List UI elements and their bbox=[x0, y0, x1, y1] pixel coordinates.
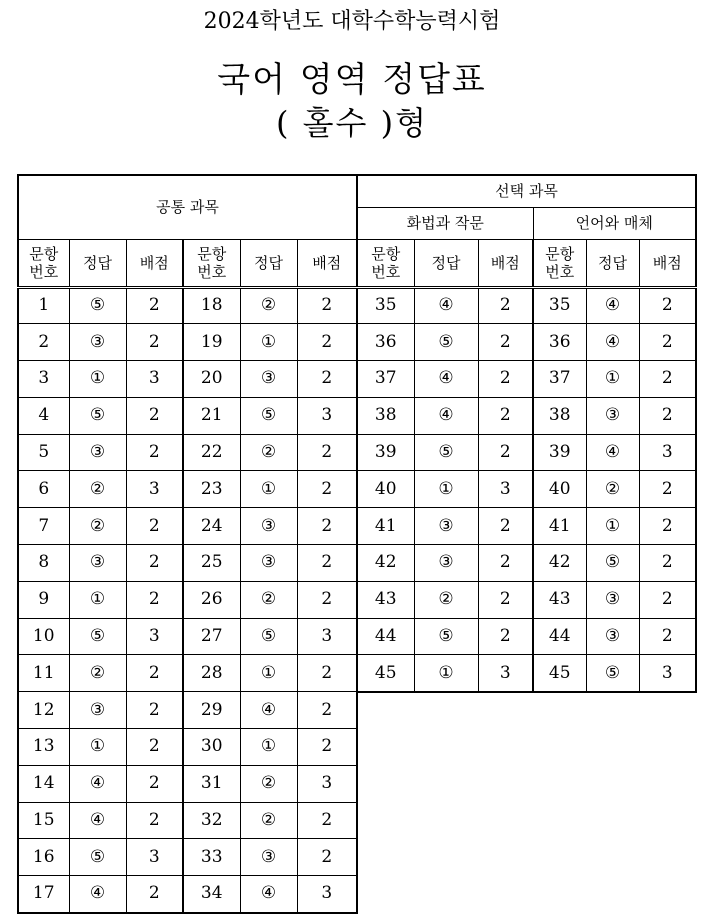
question-number: 11 bbox=[18, 655, 69, 692]
question-number: 1 bbox=[18, 287, 69, 324]
points: 3 bbox=[297, 876, 357, 913]
answer: ① bbox=[240, 324, 297, 361]
points: 2 bbox=[297, 324, 357, 361]
table-row bbox=[357, 655, 696, 692]
points: 2 bbox=[126, 434, 183, 471]
question-number: 44 bbox=[533, 618, 586, 655]
answer: ⑤ bbox=[240, 397, 297, 434]
answer: ③ bbox=[69, 545, 126, 582]
column-header: 배점 bbox=[126, 239, 183, 287]
points: 2 bbox=[478, 397, 533, 434]
column-header: 문항 번호 bbox=[183, 239, 240, 287]
question-number: 14 bbox=[18, 765, 69, 802]
points: 2 bbox=[639, 618, 696, 655]
points: 2 bbox=[478, 508, 533, 545]
answer: ③ bbox=[414, 508, 478, 545]
question-number: 17 bbox=[18, 876, 69, 913]
table-row bbox=[357, 471, 696, 508]
points: 2 bbox=[297, 802, 357, 839]
answer: ③ bbox=[69, 692, 126, 729]
answer: ④ bbox=[414, 397, 478, 434]
question-number: 23 bbox=[183, 471, 240, 508]
points: 2 bbox=[639, 471, 696, 508]
points: 2 bbox=[639, 508, 696, 545]
answer: ③ bbox=[240, 839, 297, 876]
answer: ③ bbox=[240, 545, 297, 582]
points: 2 bbox=[126, 729, 183, 766]
column-header: 배점 bbox=[478, 239, 533, 287]
points: 3 bbox=[478, 471, 533, 508]
question-number: 38 bbox=[533, 397, 586, 434]
table-row bbox=[18, 397, 357, 434]
points: 3 bbox=[297, 618, 357, 655]
points: 2 bbox=[478, 287, 533, 324]
answer: ① bbox=[586, 361, 639, 398]
exam-title: 2024학년도 대학수학능력시험 bbox=[203, 9, 501, 34]
points: 2 bbox=[297, 434, 357, 471]
answer: ④ bbox=[69, 802, 126, 839]
question-number: 32 bbox=[183, 802, 240, 839]
answer: ① bbox=[69, 581, 126, 618]
answer: ① bbox=[240, 471, 297, 508]
points: 2 bbox=[126, 655, 183, 692]
speech-writing-header: 화법과 작문 bbox=[357, 207, 533, 239]
question-number: 15 bbox=[18, 802, 69, 839]
question-number: 28 bbox=[183, 655, 240, 692]
question-number: 27 bbox=[183, 618, 240, 655]
question-number: 2 bbox=[18, 324, 69, 361]
question-number: 8 bbox=[18, 545, 69, 582]
question-number: 22 bbox=[183, 434, 240, 471]
question-number: 25 bbox=[183, 545, 240, 582]
question-number: 35 bbox=[357, 287, 414, 324]
table-row bbox=[357, 287, 696, 324]
question-number: 21 bbox=[183, 397, 240, 434]
question-number: 43 bbox=[357, 581, 414, 618]
question-number: 36 bbox=[533, 324, 586, 361]
points: 2 bbox=[297, 471, 357, 508]
answer: ① bbox=[414, 471, 478, 508]
question-number: 19 bbox=[183, 324, 240, 361]
answer: ② bbox=[240, 581, 297, 618]
answer: ② bbox=[586, 471, 639, 508]
answer: ④ bbox=[586, 324, 639, 361]
question-number: 41 bbox=[357, 508, 414, 545]
answer: ④ bbox=[240, 876, 297, 913]
points: 2 bbox=[478, 361, 533, 398]
column-header: 정답 bbox=[414, 239, 478, 287]
points: 2 bbox=[126, 287, 183, 324]
table-row bbox=[18, 692, 357, 729]
answer: ② bbox=[69, 655, 126, 692]
answer: ② bbox=[240, 802, 297, 839]
question-number: 41 bbox=[533, 508, 586, 545]
answer: ② bbox=[69, 508, 126, 545]
table-row bbox=[18, 765, 357, 802]
table-row bbox=[18, 434, 357, 471]
answer: ③ bbox=[414, 545, 478, 582]
table-row bbox=[18, 361, 357, 398]
question-number: 35 bbox=[533, 287, 586, 324]
question-number: 34 bbox=[183, 876, 240, 913]
answer: ⑤ bbox=[586, 655, 639, 692]
answer: ⑤ bbox=[69, 618, 126, 655]
question-number: 13 bbox=[18, 729, 69, 766]
elective-subject-table bbox=[356, 174, 697, 693]
question-number: 4 bbox=[18, 397, 69, 434]
points: 2 bbox=[297, 581, 357, 618]
points: 2 bbox=[126, 876, 183, 913]
table-row bbox=[357, 434, 696, 471]
points: 2 bbox=[126, 765, 183, 802]
table-row bbox=[18, 545, 357, 582]
question-number: 16 bbox=[18, 839, 69, 876]
answer: ① bbox=[69, 361, 126, 398]
answer: ⑤ bbox=[414, 434, 478, 471]
answer: ③ bbox=[586, 618, 639, 655]
answer: ① bbox=[586, 508, 639, 545]
question-number: 9 bbox=[18, 581, 69, 618]
table-row bbox=[357, 508, 696, 545]
points: 2 bbox=[639, 581, 696, 618]
answer: ③ bbox=[69, 324, 126, 361]
points: 2 bbox=[297, 692, 357, 729]
table-row bbox=[18, 471, 357, 508]
table-row bbox=[18, 581, 357, 618]
table-row bbox=[357, 324, 696, 361]
answer: ⑤ bbox=[69, 287, 126, 324]
answer: ③ bbox=[240, 361, 297, 398]
form-type-title: ( 홀수 )형 bbox=[275, 104, 429, 142]
points: 2 bbox=[478, 545, 533, 582]
points: 3 bbox=[639, 655, 696, 692]
answer: ② bbox=[240, 287, 297, 324]
question-number: 6 bbox=[18, 471, 69, 508]
question-number: 26 bbox=[183, 581, 240, 618]
table-row bbox=[18, 287, 357, 324]
points: 2 bbox=[639, 361, 696, 398]
table-row bbox=[18, 618, 357, 655]
answer: ④ bbox=[414, 361, 478, 398]
column-header: 문항 번호 bbox=[533, 239, 586, 287]
answer: ⑤ bbox=[69, 397, 126, 434]
question-number: 39 bbox=[533, 434, 586, 471]
table-row bbox=[18, 508, 357, 545]
question-number: 30 bbox=[183, 729, 240, 766]
points: 2 bbox=[126, 692, 183, 729]
common-subject-table bbox=[17, 174, 358, 914]
answer: ② bbox=[240, 765, 297, 802]
question-number: 29 bbox=[183, 692, 240, 729]
question-number: 42 bbox=[533, 545, 586, 582]
answer: ⑤ bbox=[69, 839, 126, 876]
answer: ① bbox=[240, 655, 297, 692]
question-number: 7 bbox=[18, 508, 69, 545]
table-row bbox=[18, 802, 357, 839]
points: 2 bbox=[478, 581, 533, 618]
points: 2 bbox=[478, 324, 533, 361]
points: 3 bbox=[478, 655, 533, 692]
points: 2 bbox=[126, 397, 183, 434]
points: 2 bbox=[478, 618, 533, 655]
question-number: 38 bbox=[357, 397, 414, 434]
answer: ⑤ bbox=[240, 618, 297, 655]
question-number: 40 bbox=[533, 471, 586, 508]
language-media-header: 언어와 매체 bbox=[533, 207, 696, 239]
points: 2 bbox=[297, 655, 357, 692]
elective-subject-header: 선택 과목 bbox=[357, 175, 696, 207]
points: 2 bbox=[639, 397, 696, 434]
table-row bbox=[357, 397, 696, 434]
column-header: 정답 bbox=[69, 239, 126, 287]
answer: ⑤ bbox=[586, 545, 639, 582]
answer: ④ bbox=[586, 287, 639, 324]
question-number: 45 bbox=[533, 655, 586, 692]
table-row bbox=[357, 618, 696, 655]
question-number: 24 bbox=[183, 508, 240, 545]
answer-key-title: 국어 영역 정답표 bbox=[217, 60, 487, 100]
answer: ④ bbox=[69, 765, 126, 802]
column-header: 정답 bbox=[586, 239, 639, 287]
points: 2 bbox=[639, 287, 696, 324]
question-number: 39 bbox=[357, 434, 414, 471]
table-row bbox=[18, 655, 357, 692]
table-row bbox=[357, 361, 696, 398]
points: 3 bbox=[126, 471, 183, 508]
table-row bbox=[18, 324, 357, 361]
question-number: 37 bbox=[357, 361, 414, 398]
answer: ② bbox=[414, 581, 478, 618]
points: 3 bbox=[297, 397, 357, 434]
answer: ④ bbox=[586, 434, 639, 471]
points: 2 bbox=[297, 508, 357, 545]
question-number: 36 bbox=[357, 324, 414, 361]
table-row bbox=[18, 839, 357, 876]
points: 2 bbox=[126, 545, 183, 582]
answer: ⑤ bbox=[414, 324, 478, 361]
points: 2 bbox=[478, 434, 533, 471]
column-header: 배점 bbox=[639, 239, 696, 287]
table-row bbox=[18, 729, 357, 766]
answer: ② bbox=[69, 471, 126, 508]
column-header: 문항 번호 bbox=[357, 239, 414, 287]
answer: ③ bbox=[240, 508, 297, 545]
points: 3 bbox=[639, 434, 696, 471]
column-header: 문항 번호 bbox=[18, 239, 69, 287]
answer: ③ bbox=[586, 581, 639, 618]
question-number: 40 bbox=[357, 471, 414, 508]
points: 2 bbox=[297, 839, 357, 876]
question-number: 5 bbox=[18, 434, 69, 471]
answer: ③ bbox=[586, 397, 639, 434]
points: 3 bbox=[126, 618, 183, 655]
table-row bbox=[18, 876, 357, 913]
question-number: 37 bbox=[533, 361, 586, 398]
column-header: 정답 bbox=[240, 239, 297, 287]
table-row bbox=[357, 581, 696, 618]
question-number: 3 bbox=[18, 361, 69, 398]
points: 2 bbox=[639, 324, 696, 361]
question-number: 12 bbox=[18, 692, 69, 729]
question-number: 18 bbox=[183, 287, 240, 324]
points: 2 bbox=[126, 324, 183, 361]
answer: ④ bbox=[240, 692, 297, 729]
answer: ① bbox=[240, 729, 297, 766]
points: 3 bbox=[126, 361, 183, 398]
points: 3 bbox=[126, 839, 183, 876]
answer: ④ bbox=[414, 287, 478, 324]
question-number: 44 bbox=[357, 618, 414, 655]
points: 3 bbox=[297, 765, 357, 802]
points: 2 bbox=[126, 508, 183, 545]
question-number: 43 bbox=[533, 581, 586, 618]
points: 2 bbox=[297, 729, 357, 766]
question-number: 31 bbox=[183, 765, 240, 802]
answer: ③ bbox=[69, 434, 126, 471]
points: 2 bbox=[297, 545, 357, 582]
question-number: 20 bbox=[183, 361, 240, 398]
answer: ④ bbox=[69, 876, 126, 913]
question-number: 45 bbox=[357, 655, 414, 692]
question-number: 42 bbox=[357, 545, 414, 582]
answer: ① bbox=[414, 655, 478, 692]
points: 2 bbox=[297, 287, 357, 324]
question-number: 10 bbox=[18, 618, 69, 655]
answer: ⑤ bbox=[414, 618, 478, 655]
points: 2 bbox=[126, 802, 183, 839]
common-subject-header: 공통 과목 bbox=[18, 175, 357, 239]
answer: ① bbox=[69, 729, 126, 766]
table-row bbox=[357, 545, 696, 582]
answer: ② bbox=[240, 434, 297, 471]
points: 2 bbox=[639, 545, 696, 582]
points: 2 bbox=[297, 361, 357, 398]
points: 2 bbox=[126, 581, 183, 618]
question-number: 33 bbox=[183, 839, 240, 876]
column-header: 배점 bbox=[297, 239, 357, 287]
